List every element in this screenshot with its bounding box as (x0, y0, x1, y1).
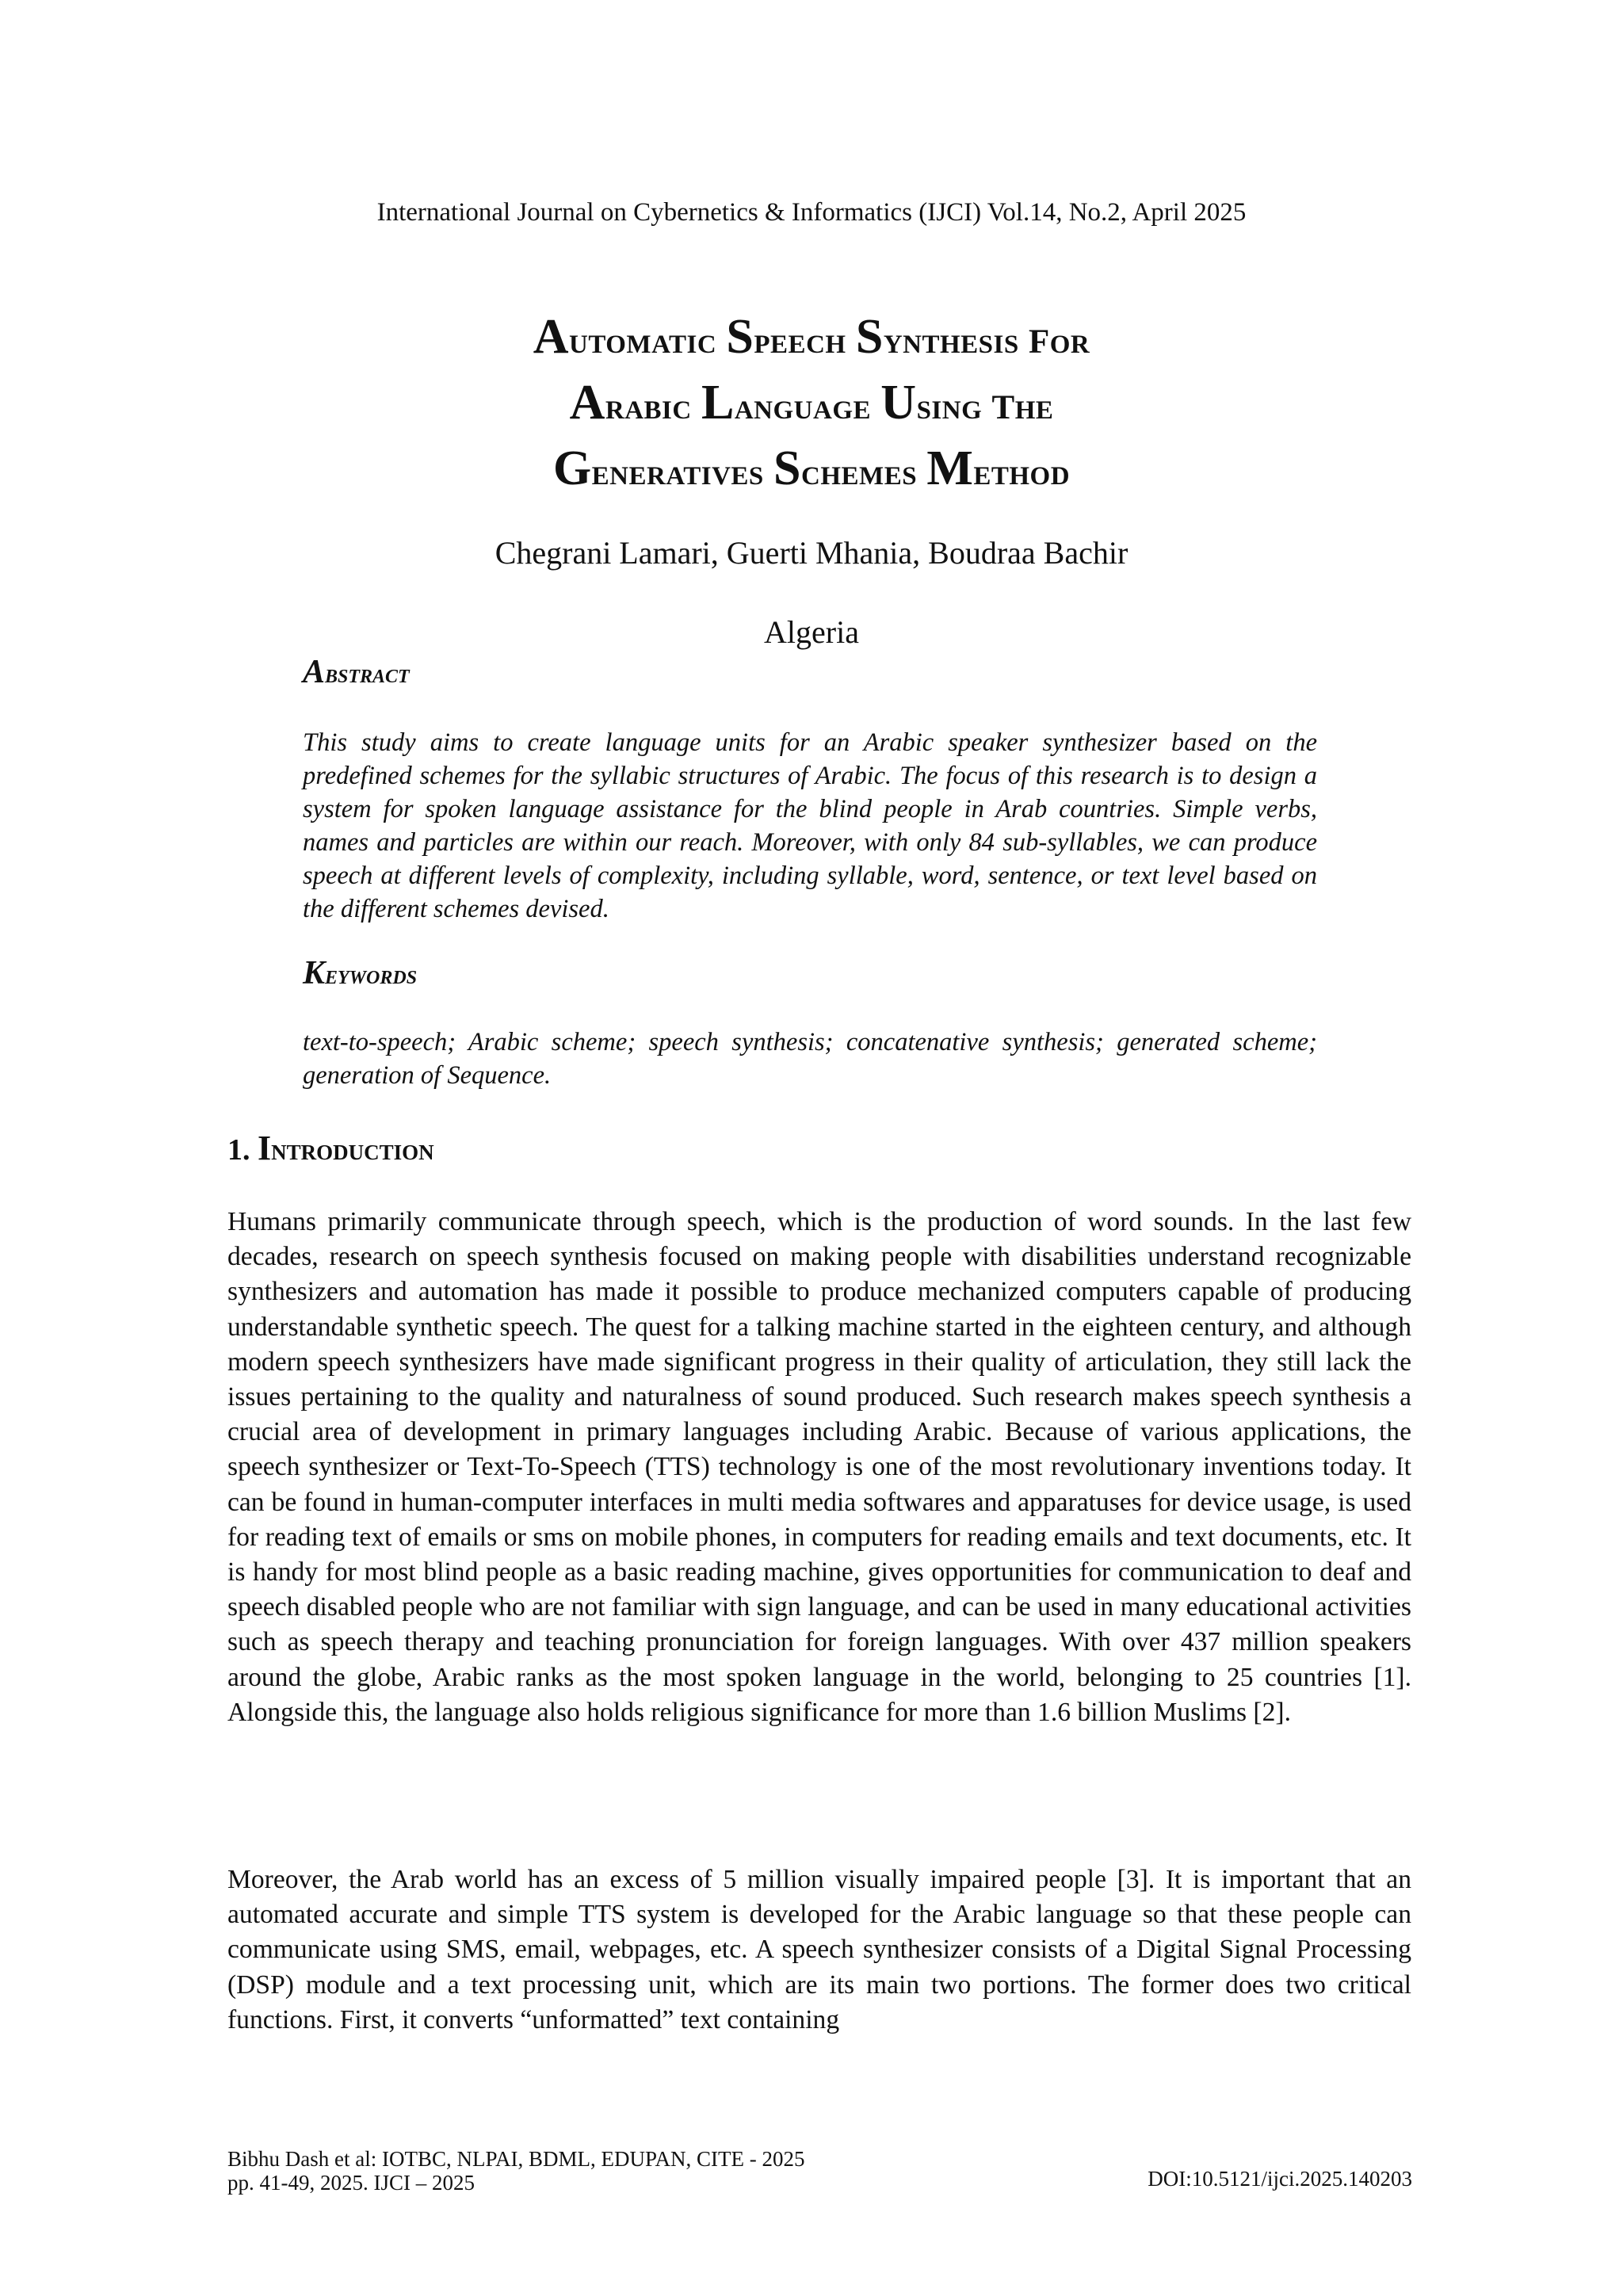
introduction-heading (227, 1129, 434, 1170)
section-number: 1. (227, 1133, 250, 1167)
title-line-2: Arabic Language Using the (569, 376, 1054, 430)
abstract-text: This study aims to create language units for an Arabic speaker synthesizer based on the predefined schemes for the syllabic structures of Arabic. The focus of this research is to design a system for spoken language assistance for the blind people in Arab countries. Simple verbs, names and particles are within our reach. Moreover, with only 84 sub-syllables, we can produce speech at different levels of complexity, including syllable, word, sentence, or text level based on the different schemes devised. (303, 728, 1317, 923)
intro-paragraph-1: Humans primarily communicate through speech, which is the production of word sounds. In the last few decades, research on speech synthesis focused on making people with disabilities understand recognizable synthesizers and automation has made it possible to produce mechanized computers capable of producing understandable synthetic speech. The quest for a talking machine started in the eighteen century, and although modern speech synthesizers have made significant progress in their quality of articulation, they still lack the issues pertaining to the quality and naturalness of sound produced. Such research makes speech synthesis a crucial area of development in primary languages including Arabic. Because of various applications, the speech synthesizer or Text-To-Speech (TTS) technology is one of the most revolutionary inventions today. It can be found in human-computer interfaces in multi media softwares and apparatuses for device usage, is used for reading text of emails or sms on mobile phones, in computers for reading emails and text documents, etc. It is handy for most blind people as a basic reading machine, gives opportunities for communication to deaf and speech disabled people who are not familiar with sign language, and can be used in many educational activities such as speech therapy and teaching pronunciation for foreign languages. With over 437 million speakers around the globe, Arabic ranks as the most spoken language in the world, belonging to 25 countries [1]. Alongside this, the language also holds religious significance for more than 1.6 billion Muslims [2]. (227, 1207, 1411, 1727)
paper-title (0, 306, 1623, 503)
footer-citation-line-2: pp. 41-49, 2025. IJCI – 2025 (227, 2171, 475, 2195)
journal-header: International Journal on Cybernetics & Informatics (IJCI) Vol.14, No.2, April 2025 (376, 198, 1247, 227)
footer-citation (227, 2147, 805, 2195)
keywords-text: text-to-speech; Arabic scheme; speech synthesis; concatenative synthesis; generated scheme; generation of Sequence. (303, 1028, 1317, 1090)
footer-doi: DOI:10.5121/ijci.2025.140203 (1148, 2167, 1412, 2191)
title-line-3: Generatives Schemes Method (552, 441, 1071, 495)
abstract-heading: Abstract (303, 654, 410, 690)
intro-paragraph-2: Moreover, the Arab world has an excess of 5 million visually impaired people [3]. It is important that an automated accurate and simple TTS system is developed for the Arabic language so that these people can communicate using SMS, email, webpages, etc. A speech synthesizer consists of a Digital Signal Processing (DSP) module and a text processing unit, which are its main two portions. The former does two critical functions. First, it converts “unformatted” text containing (227, 1865, 1411, 2034)
author-list: Chegrani Lamari, Guerti Mhania, Boudraa Bachir (495, 535, 1128, 571)
author-affiliation: Algeria (764, 614, 859, 650)
keywords-heading: Keywords (303, 955, 418, 991)
footer-citation-line-1: Bibhu Dash et al: IOTBC, NLPAI, BDML, EDUPAN, CITE - 2025 (227, 2147, 805, 2171)
title-line-1: Automatic Speech Synthesis for (533, 310, 1090, 364)
section-title: Introduction (258, 1129, 434, 1167)
